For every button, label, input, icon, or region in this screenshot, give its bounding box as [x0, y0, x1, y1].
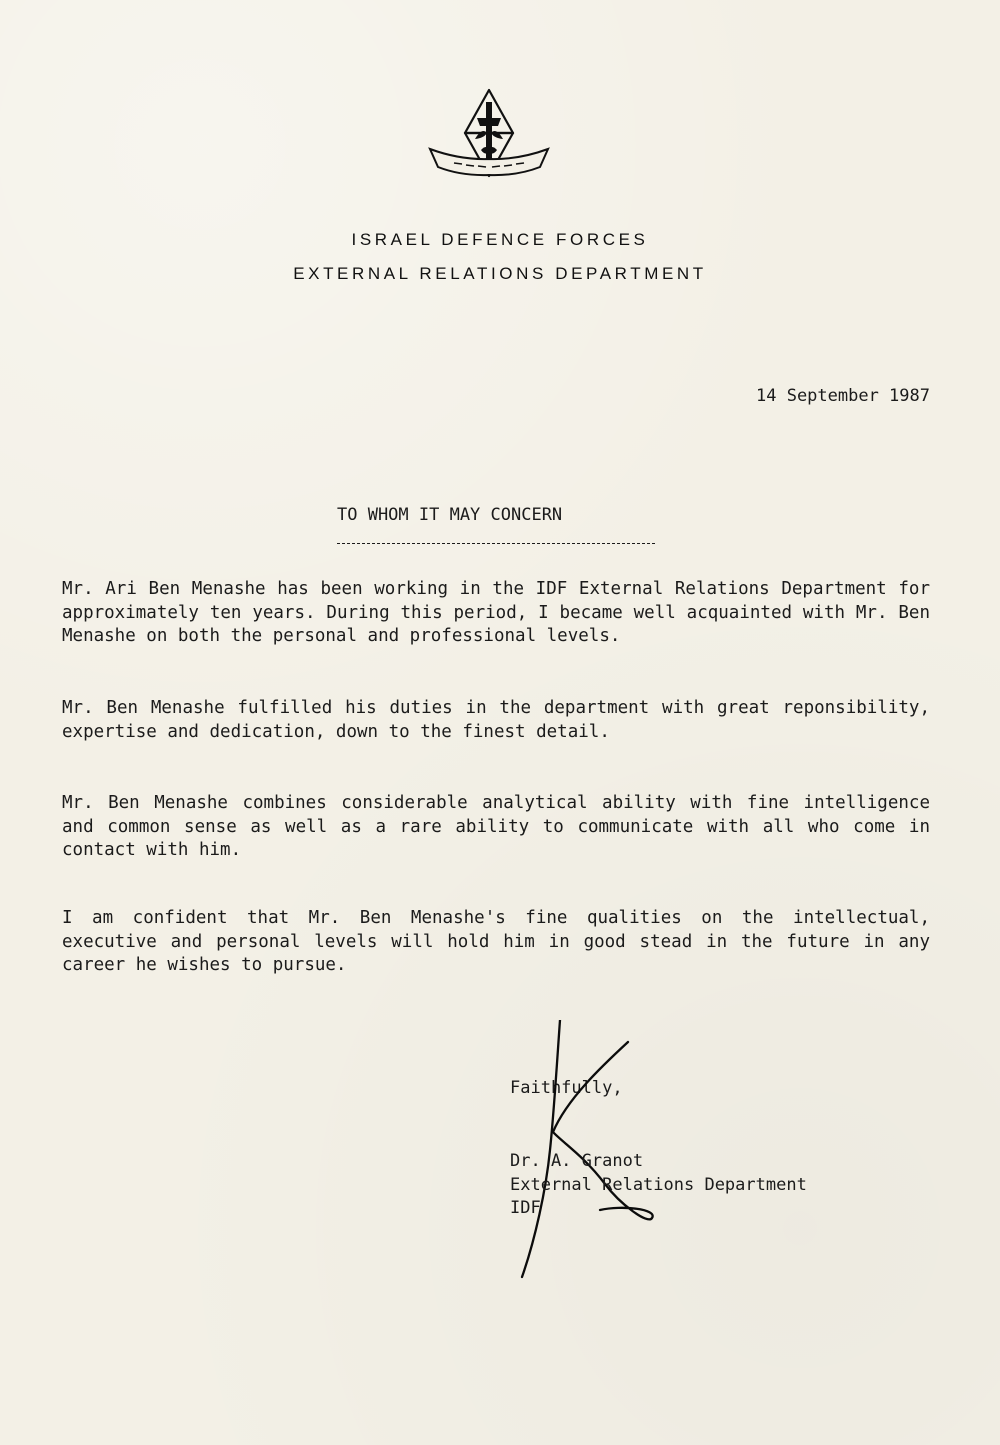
paragraph-2: Mr. Ben Menashe fulfilled his duties in the department with great reponsibility, expertise and dedication, down to the finest detail. — [62, 698, 930, 742]
letter-salutation: TO WHOM IT MAY CONCERN — [337, 505, 563, 525]
signatory-name: Dr. A. Granot — [510, 1151, 644, 1171]
letter-date: 14 September 1987 — [756, 386, 930, 406]
idf-emblem-icon — [424, 82, 554, 190]
signature-block — [510, 1150, 807, 1221]
paragraph-4: I am confident that Mr. Ben Menashe's fine qualities on the intellectual, executive and personal levels will hold him in good stead in the future in any career he wishes to pursue. — [62, 908, 930, 975]
signatory-organization: IDF — [510, 1198, 541, 1218]
salutation-underline — [337, 543, 655, 544]
paragraph-1: Mr. Ari Ben Menashe has been working in the IDF External Relations Department for approximately ten years. During this period, I became well acquainted with Mr. Ben Menashe on both the personal and professional levels. — [62, 579, 930, 646]
organization-title: ISRAEL DEFENCE FORCES — [351, 230, 649, 249]
department-title: EXTERNAL RELATIONS DEPARTMENT — [293, 264, 707, 283]
letter-closing: Faithfully, — [510, 1078, 623, 1098]
signatory-department: External Relations Department — [510, 1174, 807, 1195]
paragraph-3: Mr. Ben Menashe combines considerable analytical ability with fine intelligence and common sense as well as a rare ability to communicate with all who come in contact with him. — [62, 793, 930, 860]
